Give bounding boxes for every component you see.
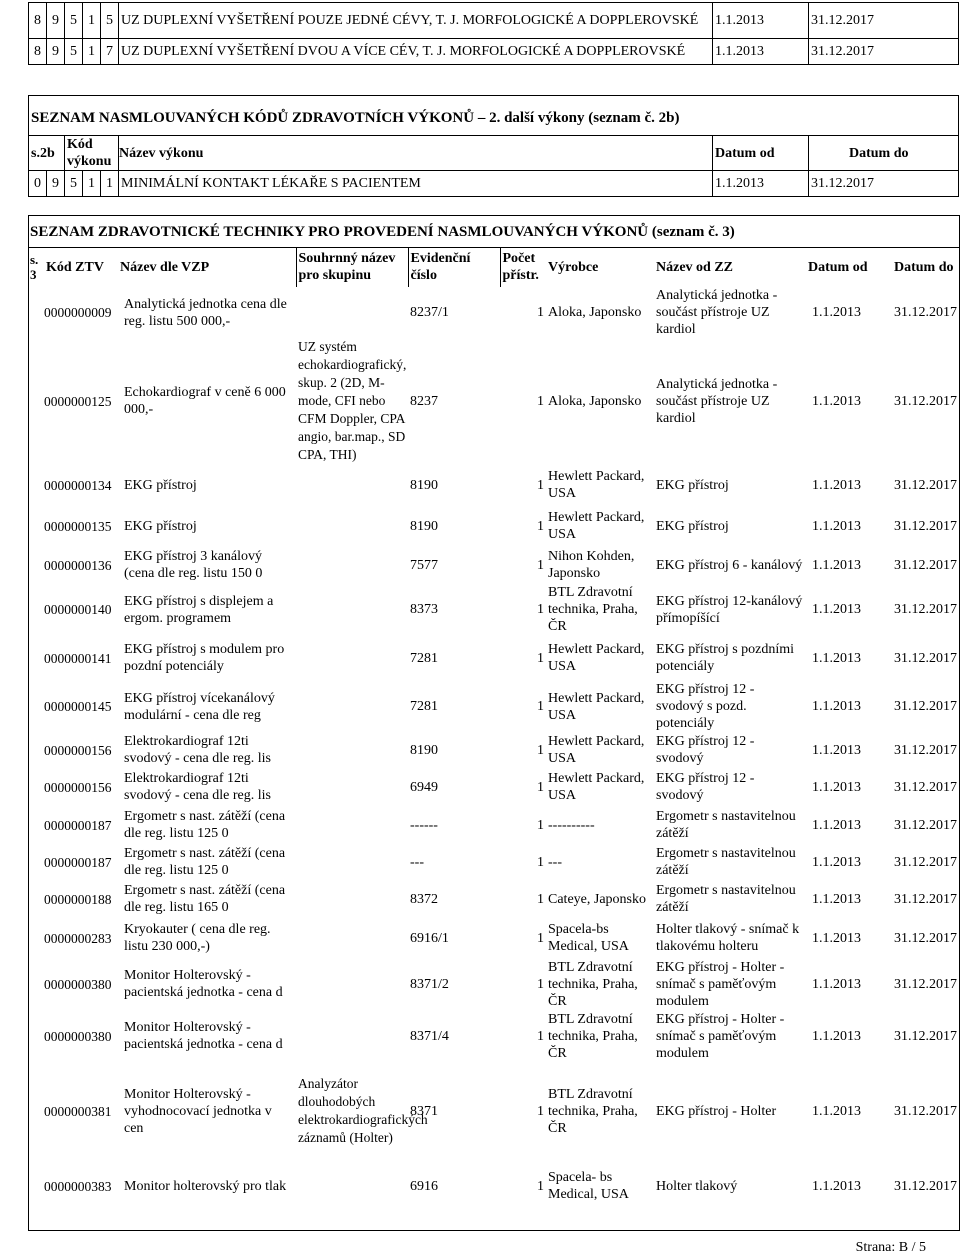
group-name xyxy=(296,546,408,584)
date-from: 1.1.2013 xyxy=(812,305,861,320)
section3-col-kod: Kód ZTV xyxy=(46,259,104,275)
date-from: 1.1.2013 xyxy=(713,171,809,197)
group-name xyxy=(296,918,408,958)
device-code: 0000000136 xyxy=(44,557,112,573)
device-name: Kryokauter ( cena dle reg. listu 230 000,-) xyxy=(124,922,271,954)
device-row xyxy=(28,844,960,880)
date-from: 1.1.2013 xyxy=(713,3,809,39)
code-digit: 5 xyxy=(65,3,83,39)
manufacturer: BTL Zdravotní technika, Praha, ČR xyxy=(548,959,638,1009)
section3-col-pocet: Počet přístr. xyxy=(500,247,546,287)
date-from: 1.1.2013 xyxy=(812,779,861,795)
device-count: 1 xyxy=(537,305,544,320)
row-spacer xyxy=(28,1160,44,1212)
manufacturer: BTL Zdravotní technika, Praha, ČR xyxy=(548,1011,638,1061)
row-spacer xyxy=(28,287,44,338)
section3-col-do: Datum do xyxy=(894,259,954,275)
date-from: 1.1.2013 xyxy=(812,1103,861,1119)
date-to: 31.12.2017 xyxy=(894,305,957,320)
device-count: 1 xyxy=(537,742,544,758)
evidence-number: 7577 xyxy=(410,557,438,573)
procedure-row xyxy=(29,39,959,65)
evidence-number: 6916 xyxy=(410,1178,438,1194)
date-to: 31.12.2017 xyxy=(894,976,957,992)
device-count: 1 xyxy=(537,976,544,992)
device-count: 1 xyxy=(537,477,544,493)
group-name xyxy=(296,635,408,681)
date-from: 1.1.2013 xyxy=(812,742,861,758)
row-spacer xyxy=(28,844,44,880)
date-from: 1.1.2013 xyxy=(812,650,861,666)
date-to: 31.12.2017 xyxy=(894,650,957,666)
manufacturer: Hewlett Packard, USA xyxy=(548,771,645,803)
code-digit: 8 xyxy=(29,39,47,65)
device-count: 1 xyxy=(537,891,544,907)
section3-table xyxy=(28,215,960,1212)
provider-name: Ergometr s nastavitelnou zátěží xyxy=(656,846,796,878)
provider-name: EKG přístroj s pozdními potenciály xyxy=(656,642,795,674)
section2-col-do: Datum do xyxy=(809,136,959,171)
manufacturer: Nihon Kohden, Japonsko xyxy=(548,549,635,581)
device-name: EKG přístroj xyxy=(124,518,197,534)
section3-col-s: s. 3 xyxy=(30,252,39,283)
provider-name: Ergometr s nastavitelnou zátěží xyxy=(656,883,796,915)
device-code: 0000000141 xyxy=(44,650,112,666)
manufacturer: Hewlett Packard, USA xyxy=(548,510,645,542)
code-digit: 1 xyxy=(101,171,119,197)
date-to: 31.12.2017 xyxy=(894,1103,957,1119)
code-digit: 1 xyxy=(83,3,101,39)
device-code: 0000000135 xyxy=(44,518,112,534)
provider-name: EKG přístroj 12-kanálový přímopíšící xyxy=(656,593,803,626)
row-spacer xyxy=(28,584,44,635)
evidence-number: 6916/1 xyxy=(410,930,449,946)
evidence-number: --- xyxy=(410,854,424,870)
code-digit: 7 xyxy=(101,39,119,65)
code-digit: 9 xyxy=(47,39,65,65)
device-name: Ergometr s nast. zátěží (cena dle reg. listu 125 0 xyxy=(124,846,286,878)
code-digit: 5 xyxy=(65,39,83,65)
device-code: 0000000283 xyxy=(44,930,112,946)
top-procedures-table xyxy=(28,2,959,65)
evidence-number: 8190 xyxy=(410,742,438,758)
device-name: Monitor Holterovský - pacientská jednotka - cena d xyxy=(124,1020,283,1052)
section3-col-od: Datum od xyxy=(808,259,868,275)
procedure-name: UZ DUPLEXNÍ VYŠETŘENÍ POUZE JEDNÉ CÉVY, T. J. MORFOLOGICKÉ A DOPPLEROVSKÉ xyxy=(119,3,713,39)
date-to: 31.12.2017 xyxy=(894,854,957,870)
manufacturer: Aloka, Japonsko xyxy=(548,393,642,409)
date-from: 1.1.2013 xyxy=(812,477,861,493)
device-row xyxy=(28,635,960,681)
page-footer: Strana: B / 5 xyxy=(855,1240,926,1255)
date-to: 31.12.2017 xyxy=(894,477,957,493)
provider-name: Analytická jednotka - součást přístroje UZ kardiol xyxy=(656,288,778,337)
device-count: 1 xyxy=(537,1103,544,1119)
date-from: 1.1.2013 xyxy=(812,930,861,946)
manufacturer: Hewlett Packard, USA xyxy=(548,469,645,501)
group-name xyxy=(296,584,408,635)
provider-name: EKG přístroj xyxy=(656,477,729,493)
provider-name: EKG přístroj - Holter xyxy=(656,1103,777,1119)
device-row xyxy=(28,806,960,844)
manufacturer: BTL Zdravotní technika, Praha, ČR xyxy=(548,1086,638,1136)
code-digit: 1 xyxy=(83,39,101,65)
manufacturer: Spacela-bs Medical, USA xyxy=(548,922,629,954)
device-row xyxy=(28,958,960,1010)
device-row xyxy=(28,880,960,918)
date-to: 31.12.2017 xyxy=(894,891,957,907)
date-from: 1.1.2013 xyxy=(812,602,861,617)
date-to: 31.12.2017 xyxy=(894,930,957,946)
device-row xyxy=(28,681,960,732)
provider-name: EKG přístroj 12 - svodový xyxy=(656,771,755,803)
device-code: 0000000381 xyxy=(44,1103,112,1119)
device-code: 0000000156 xyxy=(44,779,112,795)
evidence-number: 8371/2 xyxy=(410,976,449,992)
provider-name: Ergometr s nastavitelnou zátěží xyxy=(656,809,796,841)
device-name: EKG přístroj vícekanálový modulární - cena dle reg xyxy=(124,690,275,723)
evidence-number: 8371/4 xyxy=(410,1028,449,1044)
code-digit: 5 xyxy=(101,3,119,39)
device-name: EKG přístroj s modulem pro pozdní potenciály xyxy=(124,642,285,674)
device-row xyxy=(28,584,960,635)
section2-col-kod: Kód výkonu xyxy=(65,136,119,171)
device-code: 0000000187 xyxy=(44,817,112,833)
procedure-name: MINIMÁLNÍ KONTAKT LÉKAŘE S PACIENTEM xyxy=(119,171,713,197)
code-digit: 1 xyxy=(83,171,101,197)
device-row xyxy=(28,506,960,546)
date-from: 1.1.2013 xyxy=(812,1178,861,1194)
device-count: 1 xyxy=(537,650,544,666)
device-name: Monitor Holterovský - vyhodnocovací jednotka v cen xyxy=(124,1086,272,1136)
device-row xyxy=(28,1160,960,1212)
evidence-number: ------ xyxy=(410,817,438,833)
device-code: 0000000140 xyxy=(44,602,112,617)
row-spacer xyxy=(28,918,44,958)
device-count: 1 xyxy=(537,393,544,409)
manufacturer: Spacela- bs Medical, USA xyxy=(548,1170,629,1202)
code-digit: 0 xyxy=(29,171,47,197)
device-code: 0000000134 xyxy=(44,477,112,493)
code-digit: 9 xyxy=(47,3,65,39)
manufacturer: Hewlett Packard, USA xyxy=(548,642,645,674)
row-spacer xyxy=(28,732,44,768)
date-from: 1.1.2013 xyxy=(812,891,861,907)
row-spacer xyxy=(28,338,44,464)
row-spacer xyxy=(28,506,44,546)
provider-name: EKG přístroj - Holter - snímač s paměťovým modulem xyxy=(656,1011,785,1061)
device-count: 1 xyxy=(537,930,544,946)
row-spacer xyxy=(28,1062,44,1160)
device-row xyxy=(28,1010,960,1062)
group-name xyxy=(296,1160,408,1212)
manufacturer: --- xyxy=(548,854,562,870)
section3-col-nazev-zz: Název od ZZ xyxy=(656,259,733,275)
provider-name: EKG přístroj 6 - kanálový xyxy=(656,557,803,573)
device-code: 0000000380 xyxy=(44,1028,112,1044)
date-from: 1.1.2013 xyxy=(812,557,861,573)
date-to: 31.12.2017 xyxy=(894,1178,957,1194)
date-from: 1.1.2013 xyxy=(812,976,861,992)
date-to: 31.12.2017 xyxy=(809,3,959,39)
date-from: 1.1.2013 xyxy=(812,699,861,714)
date-to: 31.12.2017 xyxy=(894,817,957,833)
provider-name: EKG přístroj xyxy=(656,518,729,534)
device-row xyxy=(28,464,960,506)
device-code: 0000000125 xyxy=(44,393,112,409)
date-from: 1.1.2013 xyxy=(713,39,809,65)
row-spacer xyxy=(28,635,44,681)
device-code: 0000000145 xyxy=(44,699,112,714)
section3-title: SEZNAM ZDRAVOTNICKÉ TECHNIKY PRO PROVEDENÍ NASMLOUVANÝCH VÝKONŮ (seznam č. 3) xyxy=(28,215,960,247)
device-row xyxy=(28,918,960,958)
manufacturer: Hewlett Packard, USA xyxy=(548,690,645,723)
section3-col-evid: Evidenční číslo xyxy=(408,247,500,287)
provider-name: EKG přístroj 12 - svodový s pozd. potenciály xyxy=(656,682,755,731)
evidence-number: 8237 xyxy=(410,393,438,409)
group-name xyxy=(296,1010,408,1062)
device-name: Analytická jednotka cena dle reg. listu 500 000,- xyxy=(124,296,287,329)
device-name: Monitor Holterovský - pacientská jednotka - cena d xyxy=(124,968,283,1000)
group-name xyxy=(296,464,408,506)
date-from: 1.1.2013 xyxy=(812,854,861,870)
device-row xyxy=(28,338,960,464)
group-name xyxy=(296,844,408,880)
device-code: 0000000187 xyxy=(44,854,112,870)
evidence-number: 8190 xyxy=(410,477,438,493)
provider-name: EKG přístroj 12 - svodový xyxy=(656,734,755,766)
date-to: 31.12.2017 xyxy=(894,779,957,795)
device-code: 0000000156 xyxy=(44,742,112,758)
group-name xyxy=(296,768,408,806)
row-spacer xyxy=(28,464,44,506)
device-code: 0000000188 xyxy=(44,891,112,907)
device-count: 1 xyxy=(537,817,544,833)
row-spacer xyxy=(28,880,44,918)
manufacturer: Hewlett Packard, USA xyxy=(548,734,645,766)
date-to: 31.12.2017 xyxy=(894,699,957,714)
evidence-number: 8237/1 xyxy=(410,305,449,320)
date-to: 31.12.2017 xyxy=(809,171,959,197)
device-name: EKG přístroj 3 kanálový (cena dle reg. listu 150 0 xyxy=(124,549,263,581)
device-count: 1 xyxy=(537,1028,544,1044)
provider-name: Holter tlakový - snímač k tlakovému holteru xyxy=(656,922,800,954)
manufacturer: BTL Zdravotní technika, Praha, ČR xyxy=(548,585,638,634)
device-count: 1 xyxy=(537,557,544,573)
evidence-number: 8373 xyxy=(410,602,438,617)
device-name: Monitor holterovský pro tlak xyxy=(124,1178,287,1194)
provider-name: Analytická jednotka - součást přístroje UZ kardiol xyxy=(656,376,778,426)
date-to: 31.12.2017 xyxy=(809,39,959,65)
device-code: 0000000380 xyxy=(44,976,112,992)
section3-col-vyrobce: Výrobce xyxy=(548,259,599,275)
date-to: 31.12.2017 xyxy=(894,742,957,758)
provider-name: Holter tlakový xyxy=(656,1178,738,1194)
evidence-number: 8372 xyxy=(410,891,438,907)
code-digit: 5 xyxy=(65,171,83,197)
date-to: 31.12.2017 xyxy=(894,1028,957,1044)
device-name: Elektrokardiograf 12ti svodový - cena dle reg. lis xyxy=(124,734,271,766)
procedure-name: UZ DUPLEXNÍ VYŠETŘENÍ DVOU A VÍCE CÉV, T. J. MORFOLOGICKÉ A DOPPLEROVSKÉ xyxy=(119,39,713,65)
evidence-number: 8371 xyxy=(410,1103,438,1119)
device-count: 1 xyxy=(537,518,544,534)
date-from: 1.1.2013 xyxy=(812,393,861,409)
date-from: 1.1.2013 xyxy=(812,1028,861,1044)
device-row xyxy=(28,732,960,768)
device-name: Ergometr s nast. zátěží (cena dle reg. listu 125 0 xyxy=(124,809,286,841)
group-name xyxy=(296,681,408,732)
manufacturer: Cateye, Japonsko xyxy=(548,891,646,907)
device-count: 1 xyxy=(537,602,544,617)
device-row xyxy=(28,768,960,806)
procedure-row xyxy=(29,3,959,39)
section2-table xyxy=(28,95,959,197)
device-name: Ergometr s nast. zátěží (cena dle reg. listu 165 0 xyxy=(124,883,286,915)
date-from: 1.1.2013 xyxy=(812,817,861,833)
device-row xyxy=(28,287,960,338)
device-count: 1 xyxy=(537,1178,544,1194)
device-name: EKG přístroj s displejem a ergom. programem xyxy=(124,593,274,626)
date-to: 31.12.2017 xyxy=(894,602,957,617)
row-spacer xyxy=(28,768,44,806)
group-name xyxy=(296,806,408,844)
device-count: 1 xyxy=(537,699,544,714)
group-name: Analyzátor dlouhodobých elektrokardiografických záznamů (Holter) xyxy=(298,1076,428,1145)
section2-col-nazev: Název výkonu xyxy=(119,136,713,171)
evidence-number: 8190 xyxy=(410,518,438,534)
evidence-number: 7281 xyxy=(410,699,438,714)
group-name xyxy=(296,732,408,768)
section2-col-s: s.2b xyxy=(29,136,65,171)
row-spacer xyxy=(28,546,44,584)
evidence-number: 6949 xyxy=(410,779,438,795)
row-spacer xyxy=(28,958,44,1010)
group-name: UZ systém echokardiografický, skup. 2 (2D, M-mode, CFI nebo CFM Doppler, CPA angio, bar.map., SD CPA, THI) xyxy=(298,339,407,462)
group-name xyxy=(296,958,408,1010)
device-code: 0000000009 xyxy=(44,305,112,320)
date-to: 31.12.2017 xyxy=(894,518,957,534)
manufacturer: ---------- xyxy=(548,817,595,833)
group-name xyxy=(296,287,408,338)
procedure-row xyxy=(29,171,959,197)
group-name xyxy=(296,506,408,546)
device-name: Echokardiograf v ceně 6 000 000,- xyxy=(124,385,286,417)
section2-col-od: Datum od xyxy=(713,136,809,171)
device-name: EKG přístroj xyxy=(124,477,197,493)
group-name xyxy=(296,880,408,918)
manufacturer: Aloka, Japonsko xyxy=(548,305,642,320)
code-digit: 8 xyxy=(29,3,47,39)
section2-title: SEZNAM NASMLOUVANÝCH KÓDŮ ZDRAVOTNÍCH VÝKONŮ – 2. další výkony (seznam č. 2b) xyxy=(29,96,959,136)
date-from: 1.1.2013 xyxy=(812,518,861,534)
date-to: 31.12.2017 xyxy=(894,557,957,573)
date-to: 31.12.2017 xyxy=(894,393,957,409)
code-digit: 9 xyxy=(47,171,65,197)
evidence-number: 7281 xyxy=(410,650,438,666)
row-spacer xyxy=(28,806,44,844)
device-count: 1 xyxy=(537,854,544,870)
section3-col-souhrnny: Souhrnný název pro skupinu xyxy=(296,247,408,287)
provider-name: EKG přístroj - Holter - snímač s paměťovým modulem xyxy=(656,959,785,1009)
device-code: 0000000383 xyxy=(44,1178,112,1194)
row-spacer xyxy=(28,681,44,732)
device-name: Elektrokardiograf 12ti svodový - cena dle reg. lis xyxy=(124,771,271,803)
device-row xyxy=(28,1062,960,1160)
device-row xyxy=(28,546,960,584)
row-spacer xyxy=(28,1010,44,1062)
section3-col-nazev: Název dle VZP xyxy=(120,259,210,275)
device-count: 1 xyxy=(537,779,544,795)
